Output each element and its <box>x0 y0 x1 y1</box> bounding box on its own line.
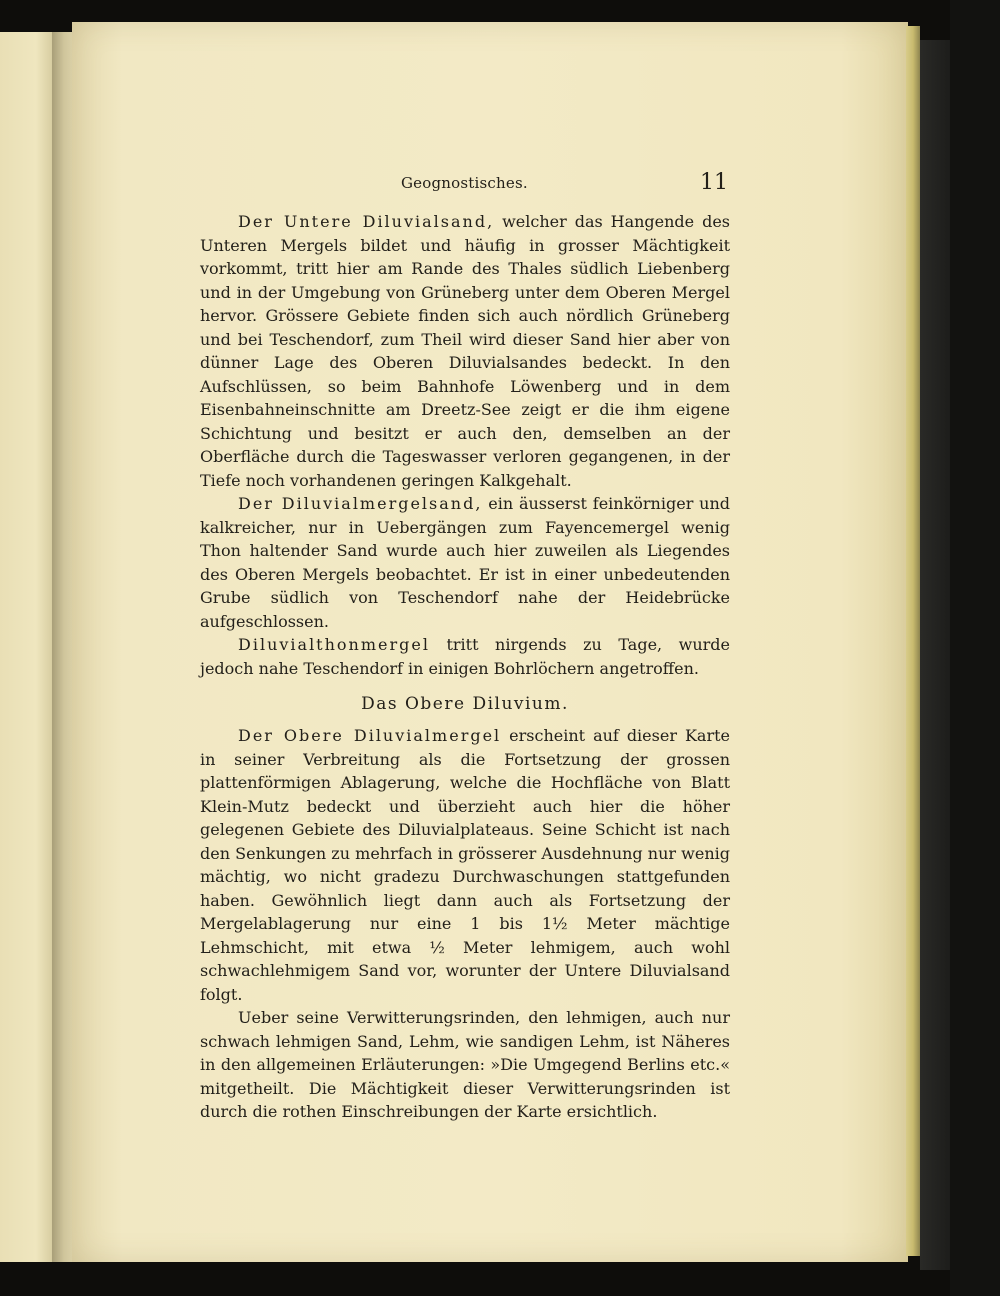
paragraph-text: Ueber seine Verwitterungsrinden, den lehmigen, auch nur schwach lehmigen Sand, Lehm, wie sandigen Lehm, ist Näheres in den allgemeinen Erläuterungen: »Die Umgegend Berlins etc.« mitgetheilt. Die Mächtigkeit dieser Verwitterungsrinden ist durch die rothen Einschreibungen der Karte ersichtlich. <box>200 1008 730 1121</box>
paragraph-obere-diluvialmergel <box>200 724 730 1006</box>
paragraph-text: ein äusserst feinkörniger und kalkreicher, nur in Uebergängen zum Fayencemergel wenig Thon haltender Sand wurde auch hier zuweilen als Liegendes des Oberen Mergels beobachtet. Er ist in einer unbedeutenden Grube südlich von Teschendorf nahe der Heidebrücke aufgeschlossen. <box>200 494 730 631</box>
section-heading: Das Obere Diluvium. <box>361 694 569 714</box>
paragraph-lead: Der Obere Diluvialmergel <box>238 726 502 745</box>
paragraph-untere-diluvialsand <box>200 210 730 492</box>
page-stack-edge <box>906 26 920 1256</box>
running-head: Geognostisches. <box>401 174 528 192</box>
background <box>950 0 1000 1296</box>
left-page-edge <box>0 32 60 1262</box>
paragraph-lead: Der Diluvialmergelsand, <box>238 494 483 513</box>
paragraph-text: welcher das Hangende des Unteren Mergels bildet und häufig in grosser Mächtigkeit vorkommt, tritt hier am Rande des Thales südlich Liebenberg und in der Umgebung von Grüneberg unter dem Oberen Mergel hervor. Grössere Gebiete finden sich auch nördlich Grüneberg und bei Teschendorf, zum Theil wird dieser Sand hier aber von dünner Lage des Oberen Diluvialsandes bedeckt. In den Aufschlüssen, so beim Bahnhofe Löwenberg und in dem Eisenbahneinschnitte am Dreetz-See zeigt er die ihm eigene Schichtung und besitzt er auch den, demselben an der Oberfläche durch die Tageswasser verloren gegangenen, in der Tiefe noch vorhandenen geringen Kalkgehalt. <box>200 212 730 490</box>
page-number: 11 <box>700 170 728 195</box>
page-header <box>200 170 730 210</box>
paragraph-diluvialthonmergel <box>200 633 730 680</box>
paragraph-lead: Der Untere Diluvialsand, <box>238 212 495 231</box>
paragraph-text: erscheint auf dieser Karte in seiner Verbreitung als die Fortsetzung der grossen plattenförmigen Ablagerung, welche die Hochfläche von Blatt Klein-Mutz bedeckt und überzieht auch hier die höher gelegenen Gebiete des Diluvialplateaus. Seine Schicht ist nach den Senkungen zu mehrfach in grösserer Ausdehnung nur wenig mächtig, wo nicht gradezu Durchwaschungen stattgefunden haben. Gewöhnlich liegt dann auch als Fortsetzung der Mergelablagerung nur eine 1 bis 1½ Meter mächtige Lehmschicht, mit etwa ½ Meter lehmigem, auch wohl schwachlehmigem Sand vor, worunter der Untere Diluvialsand folgt. <box>200 726 731 1004</box>
paragraph-lead: Diluvialthonmergel <box>238 635 430 654</box>
paragraph-diluvialmergelsand <box>200 492 730 633</box>
paragraph-text: tritt nirgends zu Tage, wurde jedoch nahe Teschendorf in einigen Bohrlöchern angetroffen. <box>200 635 730 678</box>
paragraph-verwitterungsrinden <box>200 1006 730 1124</box>
page-content <box>200 170 730 1124</box>
